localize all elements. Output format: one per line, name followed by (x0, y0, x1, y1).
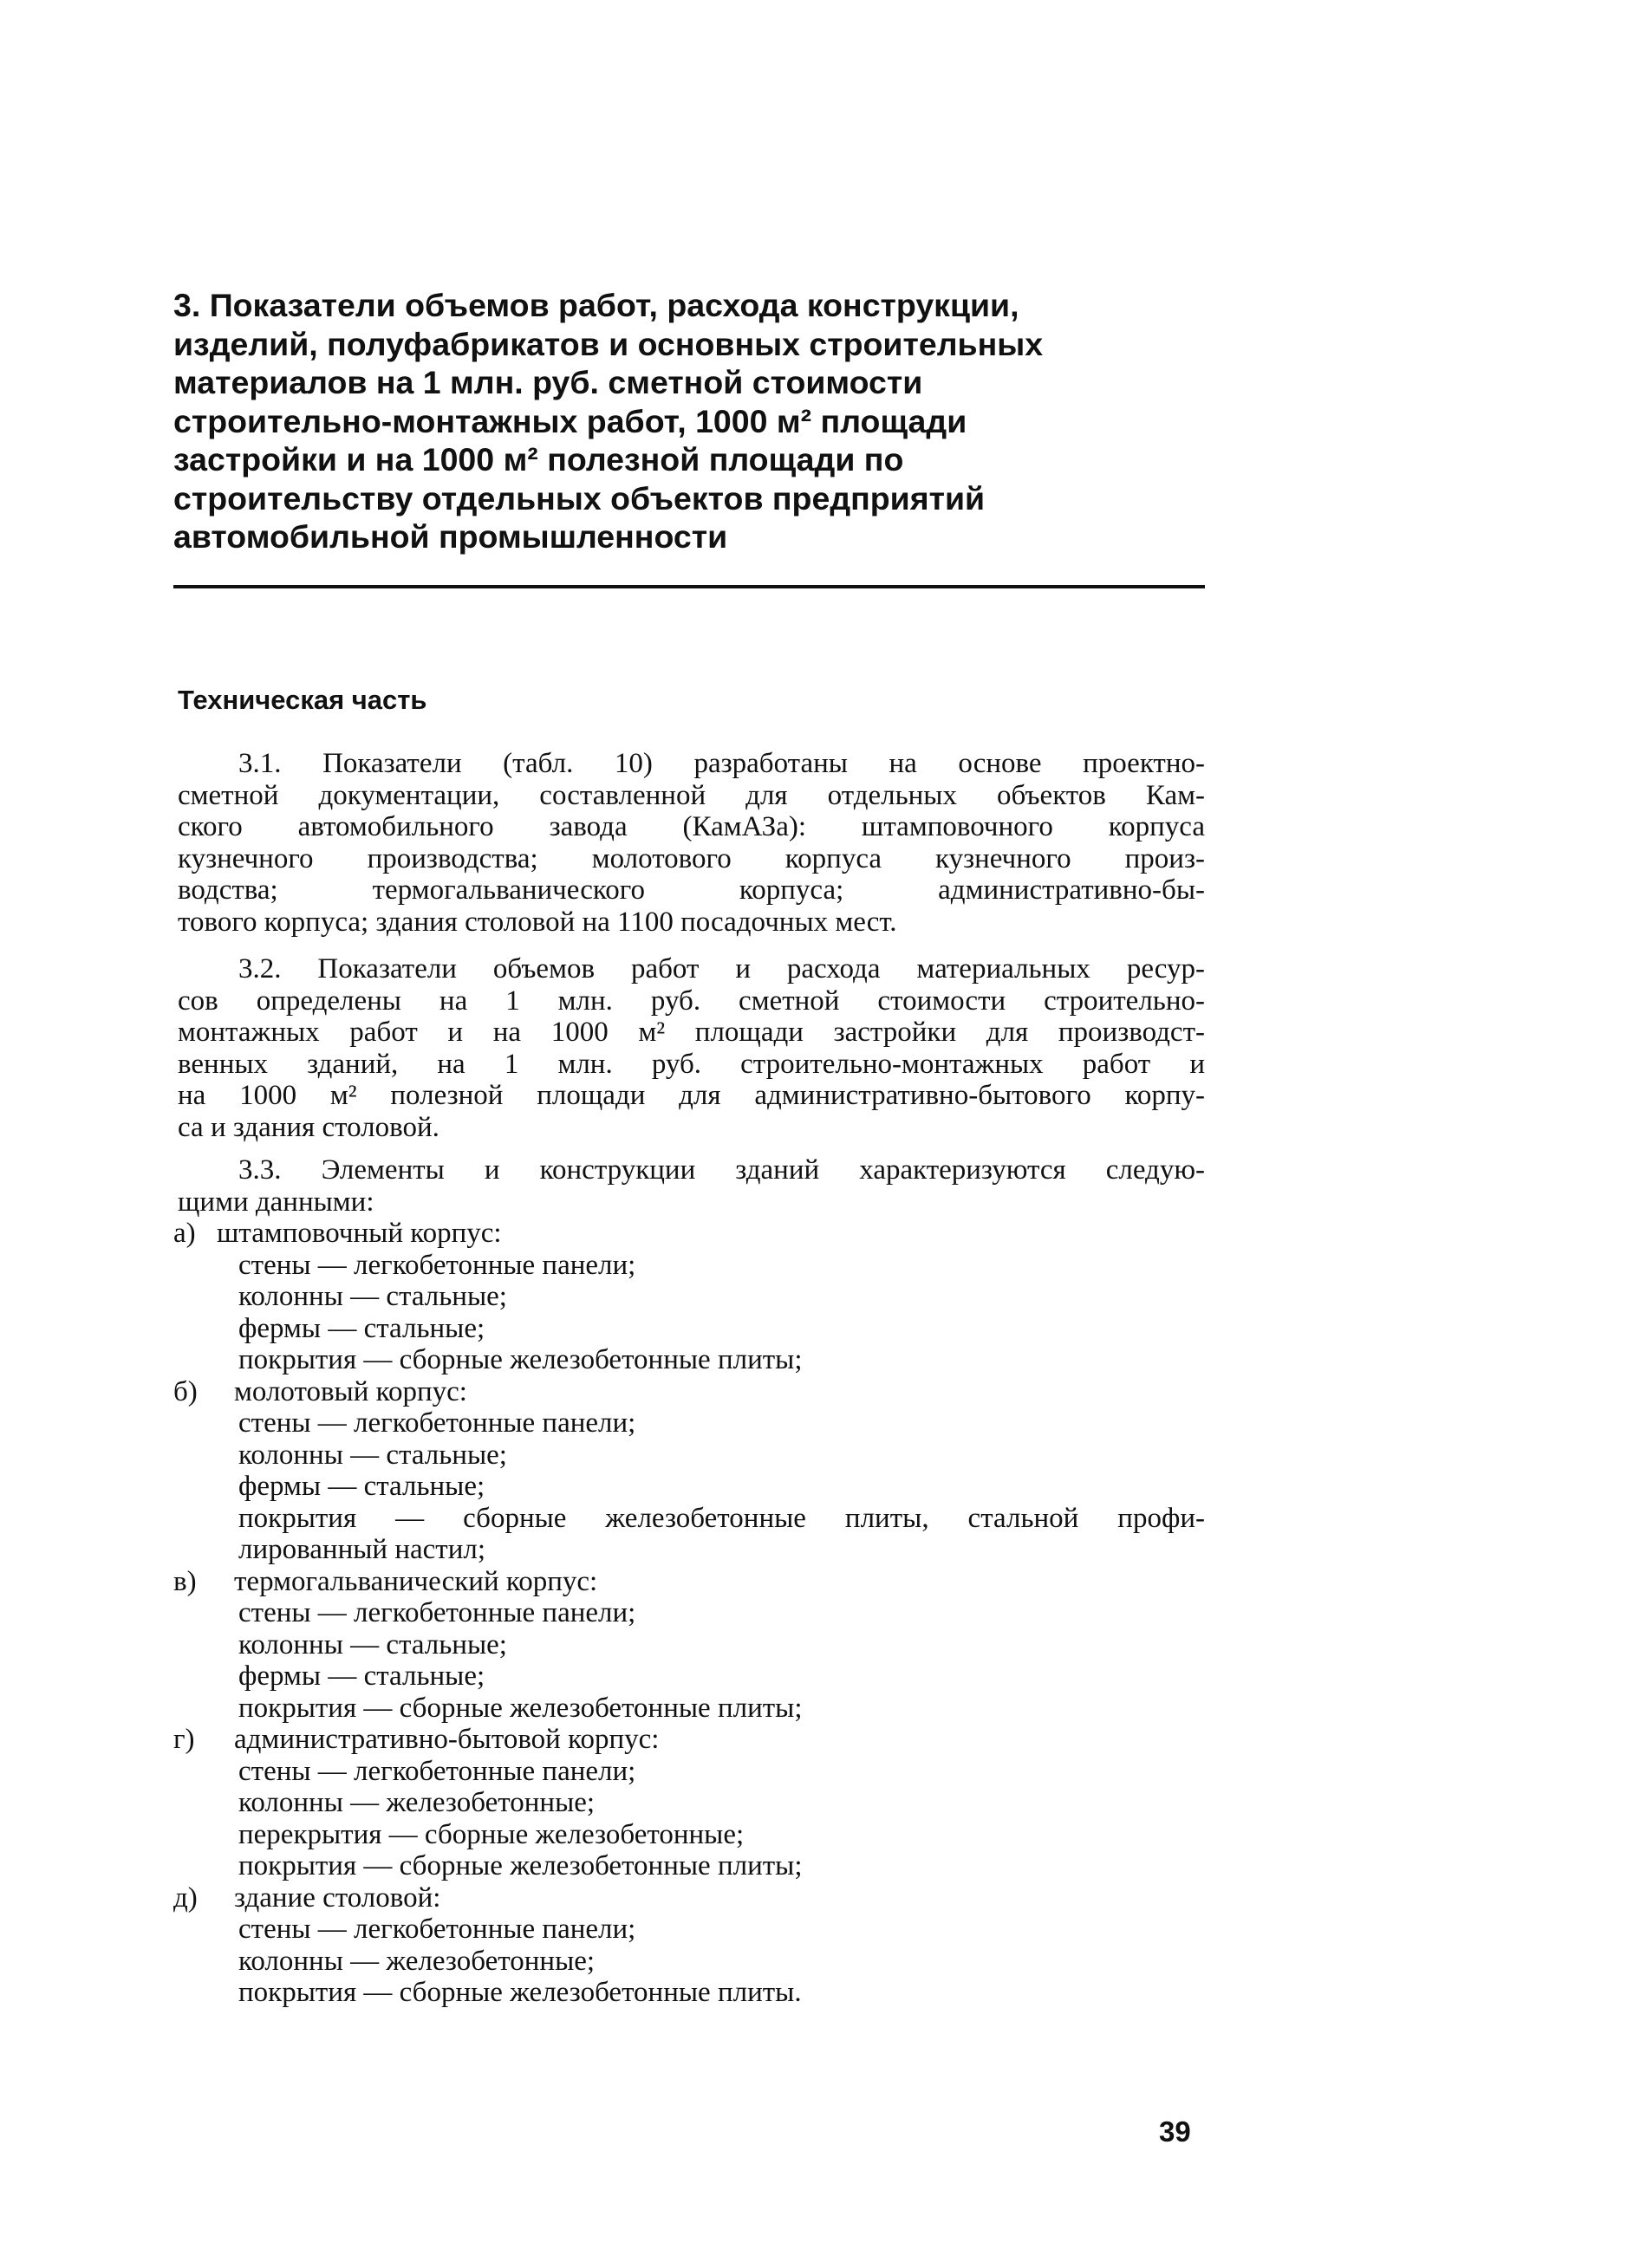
list-item-marker: в) (173, 1565, 197, 1597)
list-item-heading (173, 1218, 1205, 1250)
list-item-marker: д) (173, 1881, 198, 1914)
list-item (173, 1376, 1205, 1566)
spec-line: покрытия — сборные железобетонные плиты. (238, 1977, 802, 2008)
paragraph-line: ского автомобильного завода (КамАЗа): штамповочного корпуса (178, 811, 1205, 842)
heading-line: 3. Показатели объемов работ, расхода конструкции, (173, 287, 1019, 323)
spec-line: покрытия — сборные железобетонные плиты, стальной профи- (238, 1502, 1205, 1534)
paragraph-line: 3.3. Элементы и конструкции зданий характеризуются следую- (238, 1154, 1205, 1186)
building-elements-list (173, 1218, 1205, 2009)
list-item (173, 1218, 1205, 1376)
spec-line: колонны — железобетонные; (238, 1787, 596, 1818)
heading-line: изделий, полуфабрикатов и основных строительных (173, 325, 1044, 362)
list-item-title: штамповочный корпус: (217, 1218, 502, 1249)
section-heading (173, 286, 1214, 556)
list-item-title: термогальванический корпус: (234, 1565, 598, 1597)
spec-line: фермы — стальные; (238, 1471, 485, 1502)
list-item-title: административно-бытовой корпус: (234, 1724, 660, 1755)
list-item-heading (173, 1376, 1205, 1408)
paragraph-line: на 1000 м² полезной площади для административно-бытового корпу- (178, 1080, 1205, 1111)
spec-line: лированный настил; (238, 1534, 485, 1565)
paragraph-3-3 (178, 1154, 1205, 1218)
paragraph-line: 3.2. Показатели объемов работ и расхода материальных ресур- (238, 953, 1205, 985)
spec-line: стены — легкобетонные панели; (238, 1755, 636, 1787)
list-item-title: молотовый корпус: (234, 1375, 467, 1407)
list-item-marker: г) (173, 1724, 195, 1755)
spec-line: покрытия — сборные железобетонные плиты; (238, 1692, 803, 1724)
heading-line: строительно-монтажных работ, 1000 м² площади (173, 402, 967, 439)
paragraph-line: сов определены на 1 млн. руб. сметной стоимости строительно- (178, 985, 1205, 1017)
paragraph-line: водства; термогальванического корпуса; административно-бы- (178, 874, 1205, 906)
spec-line: колонны — стальные; (238, 1628, 507, 1660)
spec-line: фермы — стальные; (238, 1312, 485, 1344)
list-item-title: здание столовой: (234, 1881, 441, 1914)
paragraph-line: щими данными: (178, 1186, 374, 1218)
spec-line: стены — легкобетонные панели; (238, 1249, 636, 1281)
spec-line: стены — легкобетонные панели; (238, 1914, 636, 1945)
paragraph-line: са и здания столовой. (178, 1111, 439, 1143)
list-item-marker: б) (173, 1375, 198, 1407)
heading-line: застройки и на 1000 м² полезной площади по (173, 441, 904, 478)
spec-line: колонны — железобетонные; (238, 1945, 596, 1977)
list-item-heading (173, 1566, 1205, 1598)
paragraph-3-1 (178, 748, 1205, 938)
spec-line: фермы — стальные; (238, 1660, 485, 1692)
spec-line: колонны — стальные; (238, 1281, 507, 1312)
list-item-heading (173, 1882, 1205, 1914)
list-item-marker: а) (173, 1218, 196, 1249)
paragraph-line: кузнечного производства; молотового корпуса кузнечного произ- (178, 842, 1205, 874)
list-item (173, 1724, 1205, 1882)
spec-line: покрытия — сборные железобетонные плиты; (238, 1850, 803, 1881)
spec-line: стены — легкобетонные панели; (238, 1597, 636, 1628)
list-item-heading (173, 1724, 1205, 1756)
section-title: Техническая часть (178, 685, 427, 715)
heading-line: материалов на 1 млн. руб. сметной стоимости (173, 364, 923, 400)
spec-line: покрытия — сборные железобетонные плиты; (238, 1344, 803, 1375)
paragraph-line: монтажных работ и на 1000 м² площади застройки для производст- (178, 1017, 1205, 1048)
heading-line: строительству отдельных объектов предприятий (173, 479, 986, 517)
page-number: 39 (1159, 2115, 1191, 2148)
paragraph-line: 3.1. Показатели (табл. 10) разработаны на основе проектно- (238, 748, 1205, 779)
list-item (173, 1882, 1205, 2009)
paragraph-line: сметной документации, составленной для отдельных объектов Кам- (178, 779, 1205, 811)
paragraph-line: венных зданий, на 1 млн. руб. строительно-монтажных работ и (178, 1048, 1205, 1080)
spec-line: перекрытия — сборные железобетонные; (238, 1818, 745, 1850)
spec-line: колонны — стальные; (238, 1439, 507, 1471)
heading-divider (173, 585, 1205, 588)
paragraph-line: тового корпуса; здания столовой на 1100 посадочных мест. (178, 906, 897, 938)
paragraph-3-2 (178, 953, 1205, 1143)
heading-line: автомобильной промышленности (173, 518, 728, 555)
spec-line: стены — легкобетонные панели; (238, 1407, 636, 1439)
list-item (173, 1566, 1205, 1725)
